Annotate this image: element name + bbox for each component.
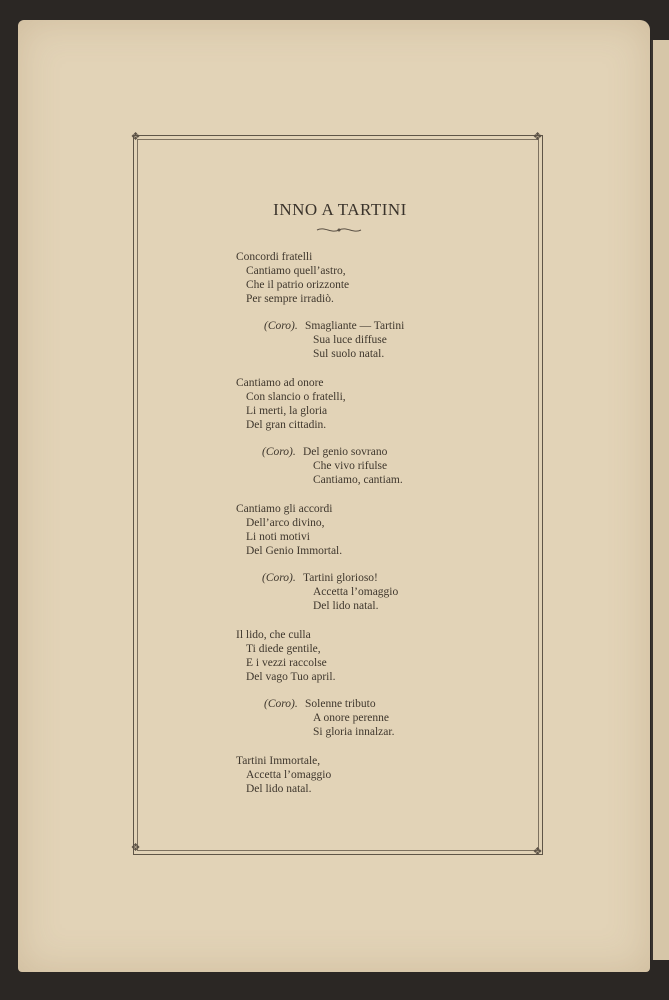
border-frame-inner (137, 139, 539, 851)
verse-line: Ti diede gentile, (246, 643, 321, 655)
verse-line: Per sempre irradiò. (246, 293, 334, 305)
verse-line: Li merti, la gloria (246, 405, 328, 417)
verse-line: Del lido natal. (246, 783, 312, 795)
verse-line: Del vago Tuo april. (246, 671, 336, 683)
verse-line: Del Genio Immortal. (246, 545, 343, 557)
verse-line: Accetta l’omaggio (246, 769, 332, 781)
verse-line: Il lido, che culla (236, 629, 311, 641)
verse-line: Sua luce diffuse (313, 334, 387, 346)
verse-line: Solenne tributo (305, 698, 376, 710)
verse-line: Cantiamo, cantiam. (313, 474, 403, 486)
coro-label: (Coro). (262, 572, 296, 584)
verse-line: Dell’arco divino, (246, 517, 325, 529)
verse-line: Che vivo rifulse (313, 460, 388, 472)
corner-ornament-icon: ❖ (130, 842, 141, 854)
coro-label: (Coro). (264, 320, 298, 332)
coro-label: (Coro). (262, 446, 296, 458)
verse-line: Smagliante — Tartini (305, 320, 405, 332)
coro-label: (Coro). (264, 698, 298, 710)
verse-line: Si gloria innalzar. (313, 726, 395, 738)
verse-line: Del gran cittadin. (246, 419, 327, 431)
poem-title: INNO A TARTINI (273, 200, 407, 219)
corner-ornament-icon: ❖ (130, 131, 141, 143)
flourish-ornament-icon (315, 225, 363, 235)
verse-line: Del lido natal. (313, 600, 379, 612)
verse-line: Che il patrio orizzonte (246, 279, 350, 291)
verse-line: Cantiamo ad onore (236, 377, 324, 389)
verse-line: Cantiamo quell’astro, (246, 265, 346, 277)
verse-line: Sul suolo natal. (313, 348, 385, 360)
verse-line: Con slancio o fratelli, (246, 391, 346, 403)
verse-line: Tartini glorioso! (303, 572, 378, 584)
verse-line: Concordi fratelli (236, 251, 313, 263)
next-page-edge (651, 40, 669, 960)
verse-line: Accetta l’omaggio (313, 586, 399, 598)
verse-line: E i vezzi raccolse (246, 657, 327, 669)
corner-ornament-icon: ❖ (532, 131, 543, 143)
verse-line: Tartini Immortale, (236, 755, 321, 767)
verse-line: Del genio sovrano (303, 446, 388, 458)
verse-line: A onore perenne (313, 712, 389, 724)
corner-ornament-icon: ❖ (532, 846, 543, 858)
verse-line: Cantiamo gli accordi (236, 503, 333, 515)
verse-line: Li noti motivi (246, 531, 310, 543)
